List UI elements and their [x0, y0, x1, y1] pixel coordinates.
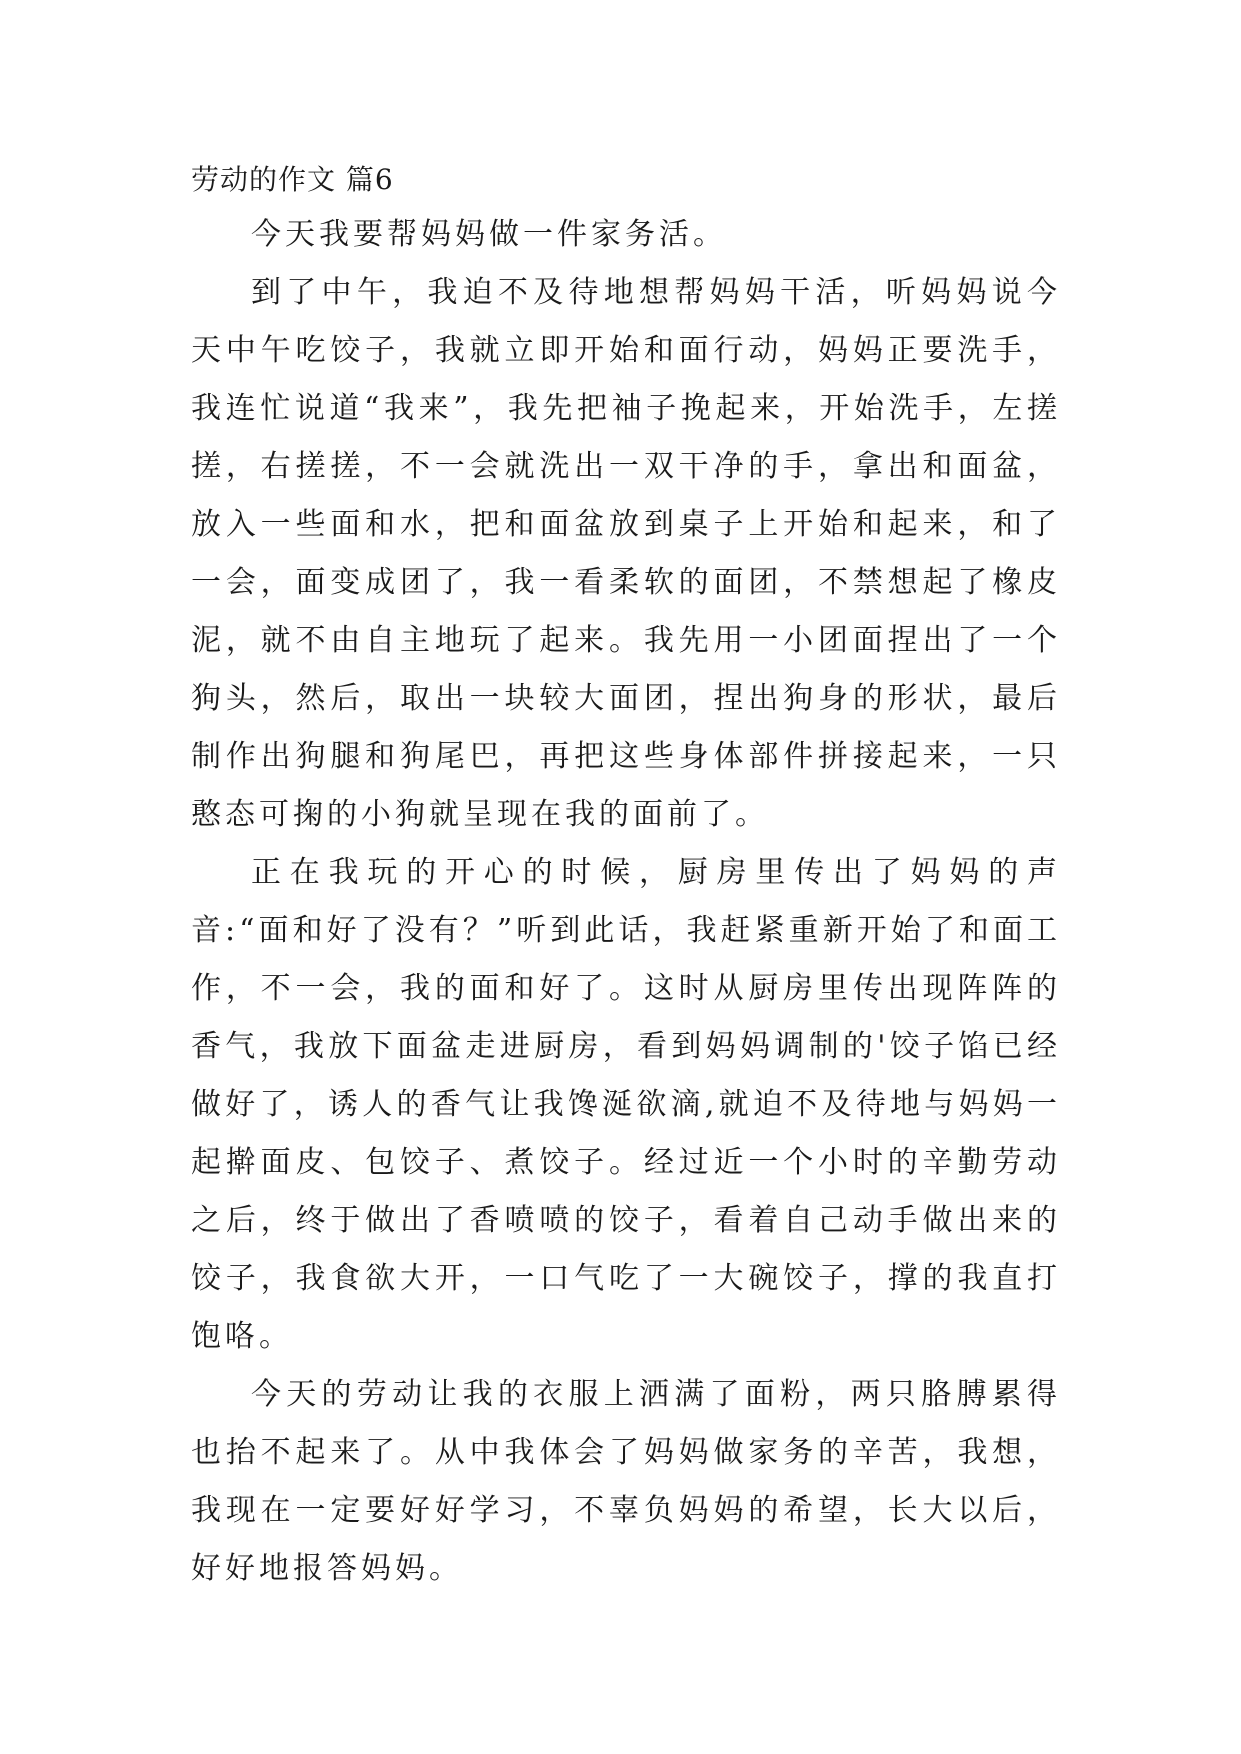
paragraph-4: 今天的劳动让我的衣服上洒满了面粉，两只胳膊累得也抬不起来了。从中我体会了妈妈做家务的辛苦，我想，我现在一定要好好学习，不辜负妈妈的希望，长大以后，好好地报答妈妈。 — [191, 1377, 1061, 1586]
document-title: 劳动的作文 篇6 — [191, 163, 394, 196]
paragraph-2: 到了中午，我迫不及待地想帮妈妈干活，听妈妈说今天中午吃饺子，我就立即开始和面行动，妈妈正要洗手，我连忙说道“我来”，我先把袖子挽起来，开始洗手，左搓搓，右搓搓，不一会就洗出一双干净的手，拿出和面盆，放入一些面和水，把和面盆放到桌子上开始和起来，和了一会，面变成团了，我一看柔软的面团，不禁想起了橡皮泥，就不由自主地玩了起来。我先用一小团面捏出了一个狗头，然后，取出一块较大面团，捏出狗身的形状，最后制作出狗腿和狗尾巴，再把这些身体部件拼接起来，一只憨态可掬的小狗就呈现在我的面前了。 — [191, 275, 1061, 832]
document-body — [191, 160, 1061, 1598]
paragraph-3: 正在我玩的开心的时候，厨房里传出了妈妈的声音:“面和好了没有？”听到此话，我赶紧重新开始了和面工作，不一会，我的面和好了。这时从厨房里传出现阵阵的香气，我放下面盆走进厨房，看到妈妈调制的'饺子馅已经做好了，诱人的香气让我馋涎欲滴,就迫不及待地与妈妈一起擀面皮、包饺子、煮饺子。经过近一个小时的辛勤劳动之后，终于做出了香喷喷的饺子，看着自己动手做出来的饺子，我食欲大开，一口气吃了一大碗饺子，撑的我直打饱咯。 — [191, 855, 1061, 1354]
paragraph-1: 今天我要帮妈妈做一件家务活。 — [251, 217, 727, 252]
